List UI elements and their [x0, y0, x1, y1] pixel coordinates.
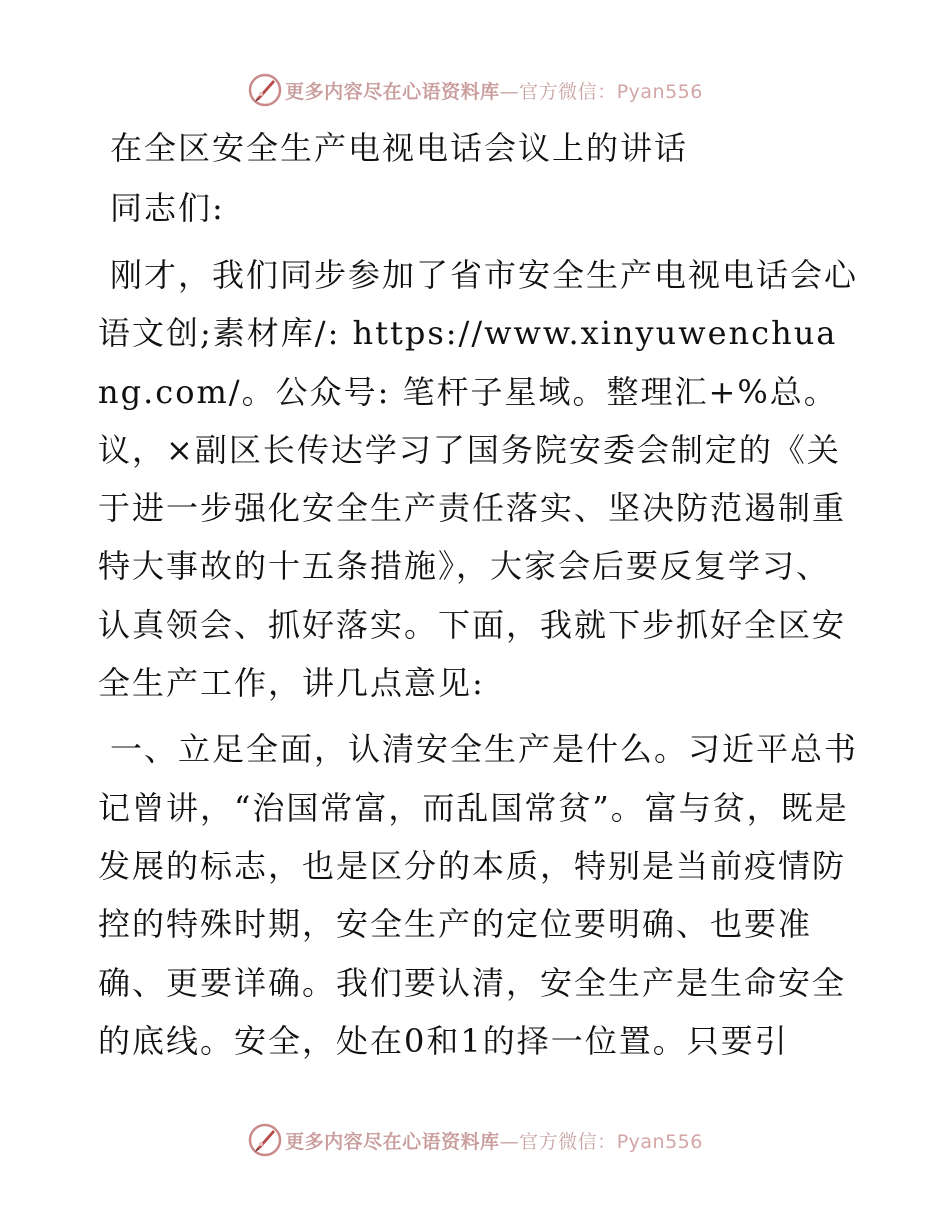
watermark-main: 更多内容尽在心语资料库	[285, 1130, 500, 1153]
watermark-wechat-id: Pyan556	[616, 1130, 703, 1153]
watermark-text	[285, 1127, 703, 1154]
document-greeting: 同志们:	[110, 189, 225, 227]
header-watermark	[0, 70, 950, 110]
paragraph-2: 一、立足全面，认清安全生产是什么。习近平总书记曾讲，“治国常富，而乱国常贫”。富与贫，既是发展的标志，也是区分的本质，特别是当前疫情防控的特殊时期，安全生产的定位要明确、也要准确、更要详确。我们要认清，安全生产是生命安全的底线。安全，处在0和1的择一位置。只要引	[98, 730, 859, 1060]
watermark-wechat-label: 官方微信：	[519, 80, 617, 103]
paragraph-1: 刚才，我们同步参加了省市安全生产电视电话会心语文创;素材库/: https://www.xinyuwenchuang.com/。公众号: 笔杆子星域。整理汇+%总。议，×副区长传达学习了国务院安委会制定的《关于进一步强化安全生产责任落实、坚决防范遏制重特大事故的十五条措施》，大家会后要反复学习、认真领会、抓好落实。下面，我就下步抓好全区安全生产工作，讲几点意见:	[98, 256, 859, 703]
watermark-dash: —	[499, 1130, 520, 1153]
quill-pen-logo-icon	[247, 1122, 283, 1158]
footer-watermark	[0, 1120, 950, 1160]
document-title: 在全区安全生产电视电话会议上的讲话	[110, 129, 689, 167]
watermark-dash: —	[499, 80, 520, 103]
watermark-wechat-id: Pyan556	[616, 80, 703, 103]
document-body	[98, 122, 858, 1078]
quill-pen-logo-icon	[247, 72, 283, 108]
watermark-wechat-label: 官方微信：	[519, 1130, 617, 1153]
watermark-main: 更多内容尽在心语资料库	[285, 80, 500, 103]
watermark-text	[285, 77, 703, 104]
